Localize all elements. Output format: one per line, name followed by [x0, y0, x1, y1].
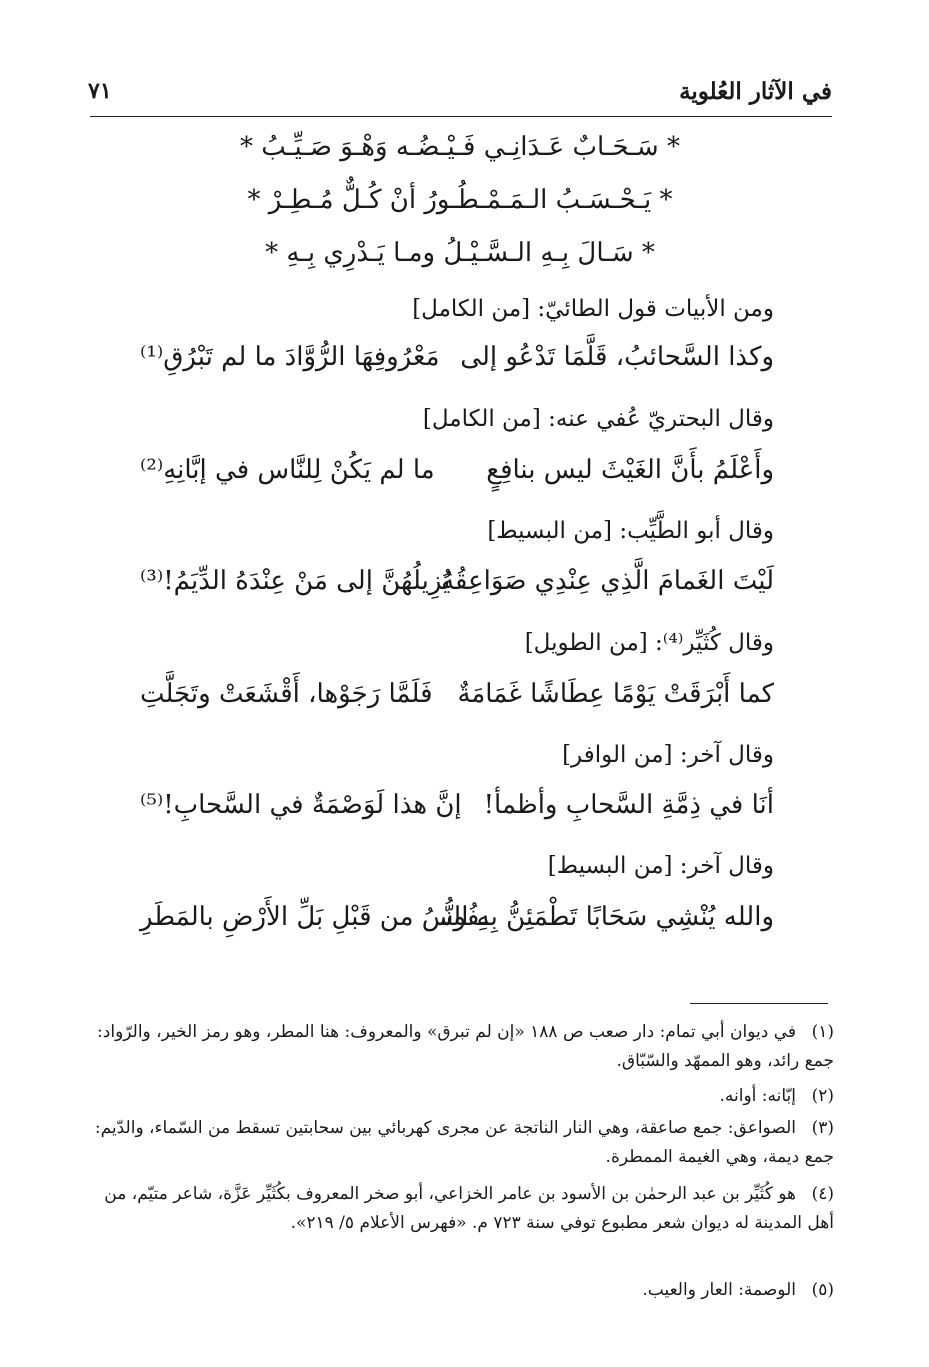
verse-intro: وقال آخر: [من البسيط] — [547, 853, 774, 879]
footnote — [92, 1276, 834, 1305]
verse-line — [140, 455, 774, 495]
footnote-text: الوصمة: العار والعيب. — [642, 1280, 796, 1300]
footnote-number: (٥) — [811, 1280, 834, 1300]
footnote-number: (٣) — [811, 1118, 834, 1138]
verse-first-hemistich: لَيْتَ الغَمامَ الَّذِي عِنْدِي صَوَاعِقُهُ — [441, 566, 774, 596]
verse-second-hemistich: إنَّ هذا لَوَصْمَةٌ في السَّحابِ!⁽⁵⁾ — [140, 790, 462, 820]
footnote-text: إبّانه: أوانه. — [719, 1086, 796, 1106]
footnote-text: في ديوان أبي تمام: دار صعب ص ١٨٨ «إن لم تبرق» والمعروف: هنا المطر، وهو رمز الخير، والرّواد: جمع رائد، وهو الممهّد والسّبّاق. — [97, 1022, 834, 1071]
verse-first-hemistich: وأَعْلَمُ بأَنَّ الغَيْثَ ليس بنافِعٍ — [486, 455, 774, 485]
verse-intro: وقال أبو الطَّيِّب: [من البسيط] — [487, 518, 774, 544]
verse-second-hemistich: مَعْرُوفِهَا الرُّوَّادَ ما لم تَبْرُقِ⁽¹⁾ — [140, 342, 440, 372]
page-number: ٧١ — [88, 78, 112, 104]
verse-second-hemistich: يُزِيلُهُنَّ إلى مَنْ عِنْدَهُ الدِّيَمُ!⁽³⁾ — [140, 566, 451, 596]
footnote — [92, 1114, 834, 1172]
footnote-text: الصواعق: جمع صاعقة، وهي النار الناتجة عن مجرى كهربائي بين سحابتين تسقط من السّماء، والدّيم: جمع ديمة، وهي الغيمة الممطرة. — [94, 1118, 834, 1167]
verse-line — [140, 566, 774, 606]
verse-second-hemistich: ـفُوسُ من قَبْلِ بَلِّ الأَرْضِ بالمَطَرِ — [140, 902, 488, 932]
footnote-number: (٤) — [811, 1184, 834, 1204]
footnote-rule — [690, 1003, 828, 1004]
verse-second-hemistich: فَلَمَّا رَجَوْها، أَقْشَعَتْ وتَجَلَّتِ — [140, 679, 433, 709]
footnote-number: (٢) — [811, 1086, 834, 1106]
verse-line — [140, 902, 774, 942]
verse-intro: وقال كُثَيِّر⁽⁴⁾: [من الطويل] — [524, 630, 774, 656]
verse-second-hemistich: ما لم يَكُنْ لِلنَّاس في إبَّانِهِ⁽²⁾ — [140, 455, 435, 485]
header-rule — [90, 116, 832, 117]
verse-line — [140, 790, 774, 830]
footnote-text: هو كُثَيِّر بن عبد الرحمٰن بن الأسود بن عامر الخزاعي، أبو صخر المعروف بكُثَيِّر عَزَّة، شاعر متيّم، من أهل المدينة له ديوان شعر مطبوع توفي سنة ٧٢٣ م. «فهرس الأعلام ٥/ ٢١٩». — [104, 1184, 834, 1233]
center-verse: * سَـالَ بِـهِ الـسَّـيْـلُ ومـا يَـدْرِي بِـهِ * — [265, 238, 655, 268]
footnote — [92, 1180, 834, 1238]
center-verse: * سَـحَـابٌ عَـدَانِـي فَـيْـضُـه وَهْـوَ صَـيِّـبُ * — [240, 132, 680, 162]
verse-first-hemistich: وكذا السَّحائبُ، قَلَّمَا تَدْعُو إلى — [460, 342, 774, 372]
footnote — [92, 1082, 834, 1111]
verse-first-hemistich: أنَا في ذِمَّةِ السَّحابِ وأظمأ! — [483, 790, 774, 820]
footnote — [92, 1018, 834, 1076]
verse-intro: وقال البحتريّ عُفي عنه: [من الكامل] — [422, 406, 774, 432]
verse-line — [140, 342, 774, 382]
verse-intro: ومن الأبيات قول الطائيّ: [من الكامل] — [412, 296, 774, 322]
verse-intro: وقال آخر: [من الوافر] — [562, 742, 774, 768]
verse-line — [140, 679, 774, 719]
verse-first-hemistich: والله يُنْشِي سَحَابًا تَطْمَئِنُّ بِهِ النُّـ — [437, 902, 774, 932]
footnote-number: (١) — [811, 1022, 834, 1042]
running-header-title: في الآثار العُلوية — [679, 78, 832, 105]
verse-first-hemistich: كما أَبْرَقَتْ يَوْمًا عِطَاشًا غَمَامَةٌ — [457, 679, 774, 709]
center-verse: * يَـحْـسَـبُ الـمَـمْـطُـورُ أنْ كُـلٌّ مُـطِـرْ * — [247, 185, 673, 215]
